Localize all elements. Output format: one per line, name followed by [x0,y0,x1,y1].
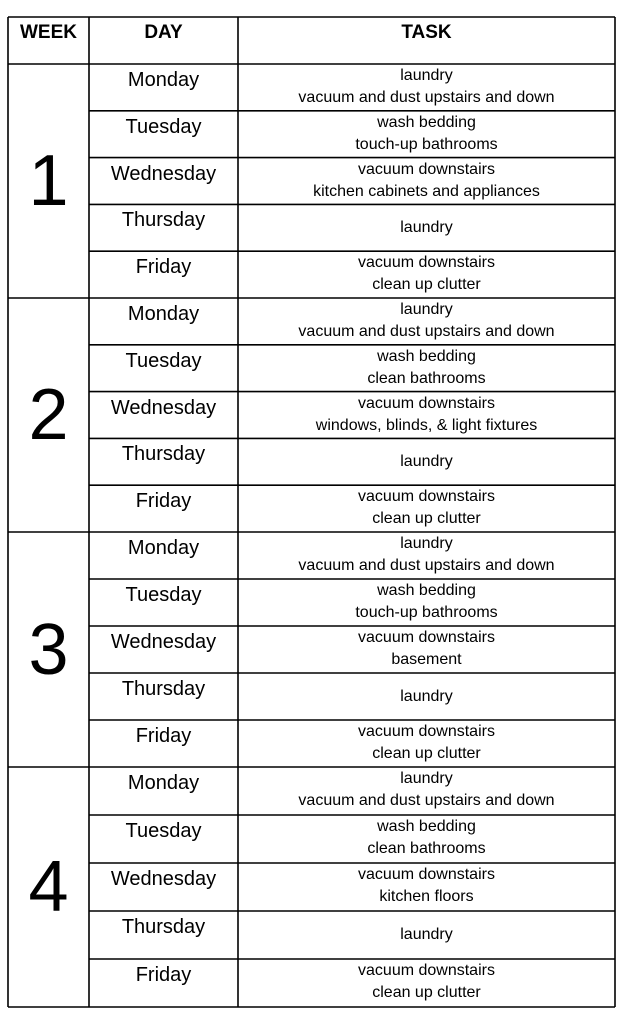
day-cell: Tuesday [125,820,202,842]
task-line: vacuum downstairs [358,254,495,272]
week-column-header: WEEK [20,22,77,43]
task-line: laundry [400,926,453,943]
task-line: vacuum and dust upstairs and down [298,323,555,340]
task-line: wash bedding [377,818,476,835]
task-line: vacuum downstairs [358,962,495,979]
task-cell [238,686,615,708]
day-cell: Wednesday [110,396,217,419]
day-cell: Thursday [121,916,206,938]
day-cell: Thursday [121,209,206,232]
task-cell [238,451,615,473]
day-cell: Wednesday [110,631,217,653]
task-line: touch-up bathrooms [355,604,498,621]
task-cell [238,252,615,296]
task-line: vacuum and dust upstairs and down [298,792,555,809]
task-line: kitchen cabinets and appliances [313,182,540,200]
week-number: 4 [28,847,69,927]
day-cell: Tuesday [125,584,202,606]
task-cell [238,65,615,109]
day-cell: Friday [135,256,192,279]
task-cell [238,768,615,812]
task-line: laundry [400,452,453,470]
task-cell [238,721,615,765]
task-line: vacuum and dust upstairs and down [298,557,555,574]
task-line: clean bathrooms [367,369,486,387]
task-cell [238,580,615,624]
day-cell: Friday [135,490,192,513]
week-number: 1 [28,141,69,221]
task-line: wash bedding [377,113,476,131]
task-line: touch-up bathrooms [355,135,498,153]
task-cell [238,486,615,530]
task-cell [238,533,615,577]
task-line: vacuum downstairs [358,160,495,178]
day-cell: Tuesday [125,115,202,138]
task-line: clean bathrooms [367,840,486,857]
day-cell: Monday [127,303,200,325]
task-line: windows, blinds, & light fixtures [315,416,538,434]
task-line: clean up clutter [372,745,481,762]
task-line: laundry [400,301,453,318]
task-line: laundry [400,687,453,705]
day-cell: Monday [127,772,200,794]
day-cell: Friday [135,964,192,986]
day-cell: Thursday [121,678,206,700]
task-line: clean up clutter [372,510,481,528]
task-line: clean up clutter [372,276,481,294]
task-line: laundry [400,218,453,236]
task-line: wash bedding [377,347,476,365]
day-cell: Wednesday [110,868,217,890]
task-line: vacuum downstairs [358,723,495,740]
task-line: wash bedding [377,582,476,599]
task-cell [238,159,615,203]
task-cell [238,864,615,908]
day-cell: Thursday [121,443,206,466]
day-cell: Wednesday [110,162,217,185]
day-cell: Monday [127,69,200,91]
task-line: clean up clutter [372,984,481,1001]
task-line: vacuum downstairs [358,488,495,506]
task-column-header: TASK [401,22,452,43]
task-line: vacuum and dust upstairs and down [298,89,555,106]
week-number: 3 [28,609,69,690]
task-line: laundry [400,67,453,84]
task-line: laundry [400,535,453,552]
task-cell [238,299,615,343]
task-cell [238,627,615,671]
task-cell [238,217,615,239]
task-line: kitchen floors [379,888,474,905]
task-cell [238,346,615,390]
week-number: 2 [28,375,69,455]
task-line: vacuum downstairs [358,866,495,883]
task-cell [238,960,615,1004]
day-column-header: DAY [144,22,183,43]
task-cell [238,112,615,156]
day-cell: Monday [127,537,200,559]
task-line: vacuum downstairs [358,629,495,646]
task-line: basement [391,651,462,668]
day-cell: Friday [135,725,192,747]
day-cell: Tuesday [125,349,202,372]
task-cell [238,816,615,860]
task-line: laundry [400,770,453,787]
task-line: vacuum downstairs [358,394,495,412]
task-cell [238,924,615,946]
task-cell [238,393,615,437]
